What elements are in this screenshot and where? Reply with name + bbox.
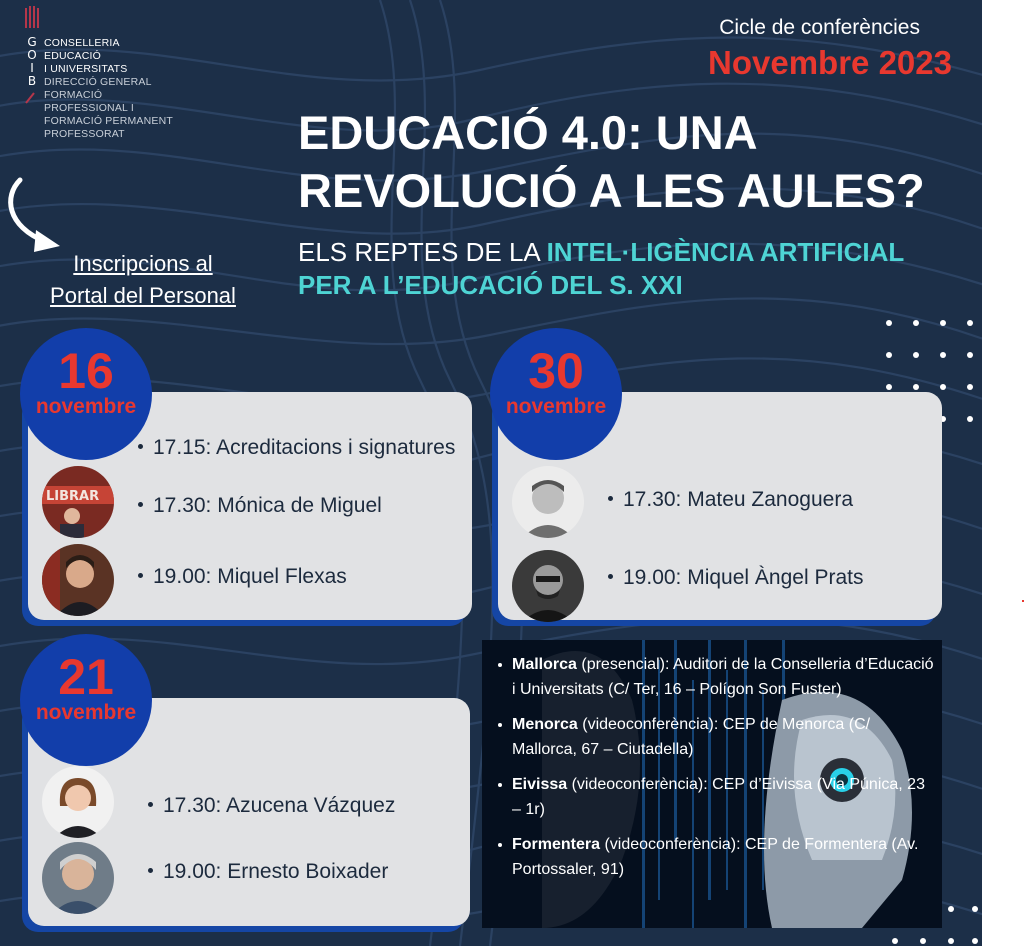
- decor-dot: [886, 352, 892, 358]
- venue-name: Mallorca: [512, 656, 577, 673]
- agenda-item: [138, 565, 347, 589]
- svg-text:LIBRAR: LIBRAR: [46, 489, 100, 504]
- speaker-avatar: [512, 550, 584, 622]
- department-line: I UNIVERSITATS: [44, 63, 128, 75]
- decor-dot: [920, 938, 926, 944]
- venue-list: [496, 652, 936, 892]
- directorate-line: PROFESSIONAL I: [44, 102, 134, 114]
- curved-arrow-icon: [4, 176, 70, 256]
- date-badge: [20, 634, 152, 766]
- decor-dot: [967, 384, 973, 390]
- venue-name: Eivissa: [512, 776, 568, 793]
- venue-item: [496, 652, 936, 702]
- decor-dot: [913, 320, 919, 326]
- date-day: 16: [58, 343, 114, 399]
- venue-detail: (videoconferència): CEP de Menorca (C/ Mallorca, 67 – Ciutadella): [512, 716, 871, 758]
- speaker-avatar: [42, 544, 114, 616]
- decor-dot: [892, 938, 898, 944]
- page-title: [298, 104, 978, 220]
- speaker-avatar: [512, 466, 584, 538]
- title-line: EDUCACIÓ 4.0: UNA: [298, 106, 758, 159]
- subtitle-highlight: INTEL·LIGÈNCIA ARTIFICIAL: [546, 237, 905, 267]
- directorate-line: PROFESSORAT: [44, 128, 125, 140]
- decor-dot: [972, 938, 978, 944]
- goib-letters: [26, 36, 38, 88]
- directorate-line: FORMACIÓ PERMANENT: [44, 115, 174, 127]
- decor-dot: [940, 352, 946, 358]
- logo-letter: O: [27, 48, 37, 62]
- decor-dot: [913, 352, 919, 358]
- agenda-item: [138, 494, 382, 518]
- agenda-item-text: 17.15: Acreditacions i signatures: [153, 436, 456, 459]
- agenda-item: [148, 860, 388, 884]
- venue-item: [496, 832, 936, 882]
- venue-item: [496, 772, 936, 822]
- agenda-item-text: 19.00: Miquel Flexas: [153, 565, 347, 588]
- logo-letter: I: [30, 61, 34, 75]
- decor-dot: [972, 906, 978, 912]
- venue-detail: (videoconferència): CEP de Formentera (Av. Portossaler, 91): [512, 836, 919, 878]
- logo-letter: B: [27, 74, 37, 88]
- speaker-avatar: [42, 842, 114, 914]
- directorate-line: FORMACIÓ: [44, 89, 103, 101]
- agenda-item: [608, 566, 863, 590]
- venue-detail: (presencial): Auditori de la Conselleria d’Educació i Universitats (C/ Ter, 16 – Polígon Son Fuster): [512, 656, 934, 698]
- decor-dot: [948, 906, 954, 912]
- directorate-line: DIRECCIÓ GENERAL: [44, 76, 152, 88]
- registration-link[interactable]: [28, 248, 258, 312]
- date-day: 30: [528, 343, 584, 399]
- registration-line[interactable]: Portal del Personal: [50, 283, 236, 308]
- date-month: novembre: [35, 701, 137, 724]
- venues-panel: [482, 640, 942, 928]
- logo-letter: G: [27, 35, 37, 49]
- agenda-item-text: 19.00: Ernesto Boixader: [163, 860, 389, 883]
- subtitle-plain: ELS REPTES DE LA: [298, 237, 547, 267]
- agenda-item: [138, 436, 455, 460]
- agenda-item-text: 17.30: Azucena Vázquez: [163, 794, 396, 817]
- agenda-item: [608, 488, 853, 512]
- speaker-avatar: [42, 466, 114, 538]
- decor-dot: [940, 320, 946, 326]
- agenda-item: [148, 794, 395, 818]
- subtitle: [298, 236, 978, 302]
- venue-item: [496, 712, 936, 762]
- speaker-avatar: [42, 766, 114, 838]
- department-line: EDUCACIÓ: [44, 50, 102, 62]
- department-line: CONSELLERIA: [44, 37, 120, 49]
- edge-mark: [1022, 600, 1024, 602]
- series-date: Novembre 2023: [708, 44, 952, 81]
- decor-dot: [967, 352, 973, 358]
- agenda-item-text: 17.30: Mónica de Miguel: [153, 494, 382, 517]
- decor-dot: [967, 416, 973, 422]
- decor-dot: [886, 384, 892, 390]
- decor-dot: [940, 384, 946, 390]
- agenda-item-text: 19.00: Miquel Àngel Prats: [623, 566, 864, 589]
- venue-detail: (videoconferència): CEP d’Eivissa (Via Púnica, 23 – 1r): [512, 776, 925, 818]
- date-month: novembre: [35, 395, 137, 418]
- department-name: [44, 37, 224, 141]
- agenda-item-text: 17.30: Mateu Zanoguera: [623, 488, 853, 511]
- goib-crest-icon: [24, 4, 40, 28]
- title-line: REVOLUCIÓ A LES AULES?: [298, 164, 925, 217]
- date-badge: [490, 328, 622, 460]
- decor-dot: [967, 320, 973, 326]
- date-badge: [20, 328, 152, 460]
- decor-dot: [886, 320, 892, 326]
- venue-name: Menorca: [512, 716, 578, 733]
- subtitle-highlight: PER A L’EDUCACIÓ DEL S. XXI: [298, 270, 683, 300]
- series-label: Cicle de conferències: [719, 16, 920, 39]
- venue-name: Formentera: [512, 836, 601, 853]
- decor-dot: [948, 938, 954, 944]
- date-month: novembre: [505, 395, 607, 418]
- logo-slash-icon: [24, 92, 36, 104]
- decor-dot: [913, 384, 919, 390]
- registration-line[interactable]: Inscripcions al: [73, 251, 213, 276]
- date-day: 21: [58, 649, 114, 705]
